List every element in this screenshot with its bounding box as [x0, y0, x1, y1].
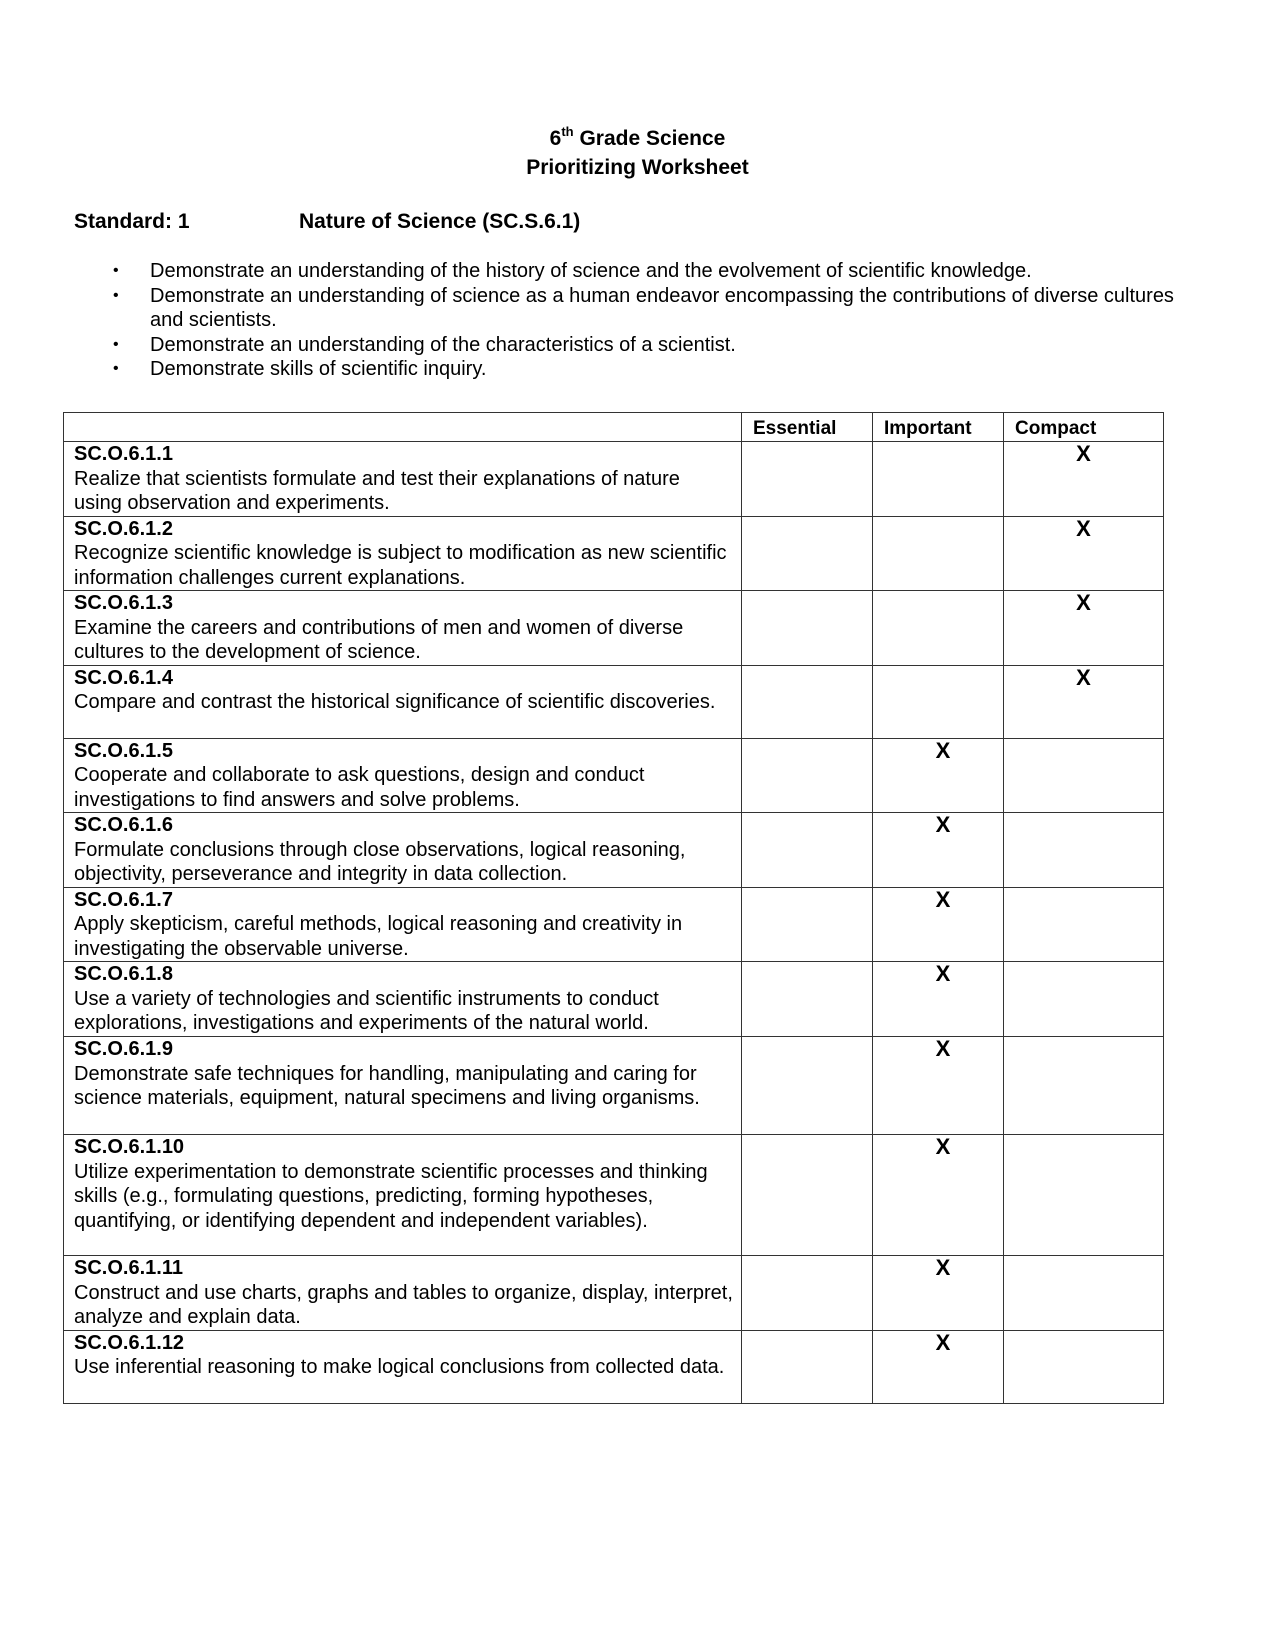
objective-cell — [64, 1037, 742, 1135]
objective-description: Cooperate and collaborate to ask questions, design and conduct investigations to find answers and solve problems. — [74, 764, 645, 811]
table-row — [64, 442, 1164, 517]
standard-label: Standard: 1 — [74, 210, 190, 233]
bullet-dot-icon: • — [113, 262, 119, 279]
objective-description: Recognize scientific knowledge is subject to modification as new scientific information challenges current explanations. — [74, 542, 727, 589]
objective-description: Examine the careers and contributions of men and women of diverse cultures to the development of science. — [74, 616, 684, 663]
essential-mark-cell — [742, 887, 873, 962]
compact-mark-cell — [1004, 1256, 1164, 1331]
objective-cell — [64, 665, 742, 738]
objective-description: Compare and contrast the historical significance of scientific discoveries. — [74, 691, 716, 713]
table-row — [64, 1037, 1164, 1135]
objective-description: Demonstrate safe techniques for handling, manipulating and caring for science materials, equipment, natural specimens and living organisms. — [74, 1062, 700, 1109]
table-row — [64, 1330, 1164, 1403]
essential-mark-cell — [742, 1037, 873, 1135]
objective-item — [110, 259, 1200, 284]
objective-code: SC.O.6.1.10 — [74, 1136, 185, 1158]
objective-description: Construct and use charts, graphs and tables to organize, display, interpret, analyze and explain data. — [74, 1281, 733, 1328]
objective-description: Formulate conclusions through close observations, logical reasoning, objectivity, perseverance and integrity in data collection. — [74, 838, 686, 885]
objective-text: Demonstrate skills of scientific inquiry. — [150, 358, 487, 380]
title-superscript: th — [561, 124, 574, 139]
objective-description: Realize that scientists formulate and test their explanations of nature using observation and experiments. — [74, 467, 680, 514]
objectives-list — [110, 259, 1200, 382]
objective-cell — [64, 887, 742, 962]
objective-code: SC.O.6.1.8 — [74, 963, 173, 985]
objective-code: SC.O.6.1.3 — [74, 592, 173, 614]
objective-code: SC.O.6.1.1 — [74, 443, 173, 465]
table-body — [64, 442, 1164, 1404]
essential-mark-cell — [742, 442, 873, 517]
table-row — [64, 1135, 1164, 1256]
important-mark-cell: X — [873, 962, 1004, 1037]
compact-mark-cell: X — [1004, 591, 1164, 666]
header-important: Important — [873, 413, 1004, 442]
objective-code: SC.O.6.1.2 — [74, 517, 173, 540]
important-mark-cell: X — [873, 1256, 1004, 1331]
table-row — [64, 1256, 1164, 1331]
objective-description: Apply skepticism, careful methods, logical reasoning and creativity in investigating the observable universe. — [74, 913, 683, 960]
compact-mark-cell: X — [1004, 442, 1164, 517]
page-title — [0, 124, 1275, 153]
objective-cell — [64, 516, 742, 591]
important-mark-cell — [873, 665, 1004, 738]
compact-mark-cell — [1004, 738, 1164, 813]
standard-name: Nature of Science (SC.S.6.1) — [299, 210, 581, 233]
bullet-dot-icon: • — [113, 286, 119, 304]
important-mark-cell — [873, 442, 1004, 517]
essential-mark-cell — [742, 1330, 873, 1403]
objective-code: SC.O.6.1.5 — [74, 739, 173, 762]
objective-cell — [64, 813, 742, 888]
important-mark-cell — [873, 591, 1004, 666]
standard-line — [74, 209, 580, 235]
objective-cell — [64, 442, 742, 517]
compact-mark-cell — [1004, 887, 1164, 962]
title-rest: Grade Science — [573, 127, 726, 150]
title-block — [0, 124, 1275, 182]
bullet-dot-icon: • — [113, 335, 119, 353]
table-row — [64, 591, 1164, 666]
objective-cell — [64, 1330, 742, 1403]
table-row — [64, 887, 1164, 962]
table-header-row — [64, 413, 1164, 442]
essential-mark-cell — [742, 813, 873, 888]
objective-description: Use a variety of technologies and scientific instruments to conduct explorations, investigations and experiments of the natural world. — [74, 987, 659, 1034]
compact-mark-cell — [1004, 813, 1164, 888]
objective-text: Demonstrate an understanding of science as a human endeavor encompassing the contributions of diverse cultures and scientists. — [150, 284, 1174, 331]
important-mark-cell: X — [873, 813, 1004, 888]
header-description — [64, 413, 742, 442]
objective-cell — [64, 738, 742, 813]
compact-mark-cell — [1004, 1330, 1164, 1403]
objective-code: SC.O.6.1.4 — [74, 666, 173, 689]
objective-cell — [64, 591, 742, 666]
objective-item — [110, 333, 1200, 358]
objective-cell — [64, 1135, 742, 1256]
essential-mark-cell — [742, 962, 873, 1037]
objective-item — [110, 357, 1200, 382]
objective-text: Demonstrate an understanding of the characteristics of a scientist. — [150, 333, 736, 356]
table-row — [64, 738, 1164, 813]
objective-text: Demonstrate an understanding of the history of science and the evolvement of scientific knowledge. — [150, 260, 1032, 282]
important-mark-cell: X — [873, 1037, 1004, 1135]
compact-mark-cell — [1004, 962, 1164, 1037]
important-mark-cell: X — [873, 738, 1004, 813]
table-row — [64, 962, 1164, 1037]
header-essential: Essential — [742, 413, 873, 442]
essential-mark-cell — [742, 516, 873, 591]
objective-description: Utilize experimentation to demonstrate scientific processes and thinking skills (e.g., formulating questions, predicting, forming hypotheses, quantifying, or identifying dependent and independent variables). — [74, 1160, 708, 1232]
title-number: 6 — [549, 127, 562, 150]
essential-mark-cell — [742, 665, 873, 738]
prioritizing-table — [63, 412, 1164, 1404]
header-compact: Compact — [1004, 413, 1164, 442]
compact-mark-cell — [1004, 1135, 1164, 1256]
objective-code: SC.O.6.1.9 — [74, 1038, 173, 1060]
important-mark-cell: X — [873, 887, 1004, 962]
essential-mark-cell — [742, 738, 873, 813]
objective-code: SC.O.6.1.7 — [74, 888, 173, 911]
important-mark-cell: X — [873, 1330, 1004, 1403]
page-subtitle: Prioritizing Worksheet — [526, 156, 749, 179]
objective-code: SC.O.6.1.11 — [74, 1257, 183, 1279]
objective-item — [110, 284, 1200, 333]
essential-mark-cell — [742, 1135, 873, 1256]
important-mark-cell: X — [873, 1135, 1004, 1256]
objective-cell — [64, 1256, 742, 1331]
table-row — [64, 813, 1164, 888]
bullet-dot-icon: • — [113, 360, 119, 377]
objective-code: SC.O.6.1.12 — [74, 1331, 185, 1354]
table-row — [64, 665, 1164, 738]
essential-mark-cell — [742, 591, 873, 666]
compact-mark-cell — [1004, 1037, 1164, 1135]
objective-cell — [64, 962, 742, 1037]
table-row — [64, 516, 1164, 591]
compact-mark-cell: X — [1004, 516, 1164, 591]
important-mark-cell — [873, 516, 1004, 591]
objective-code: SC.O.6.1.6 — [74, 814, 173, 836]
objective-description: Use inferential reasoning to make logical conclusions from collected data. — [74, 1356, 725, 1378]
compact-mark-cell: X — [1004, 665, 1164, 738]
essential-mark-cell — [742, 1256, 873, 1331]
